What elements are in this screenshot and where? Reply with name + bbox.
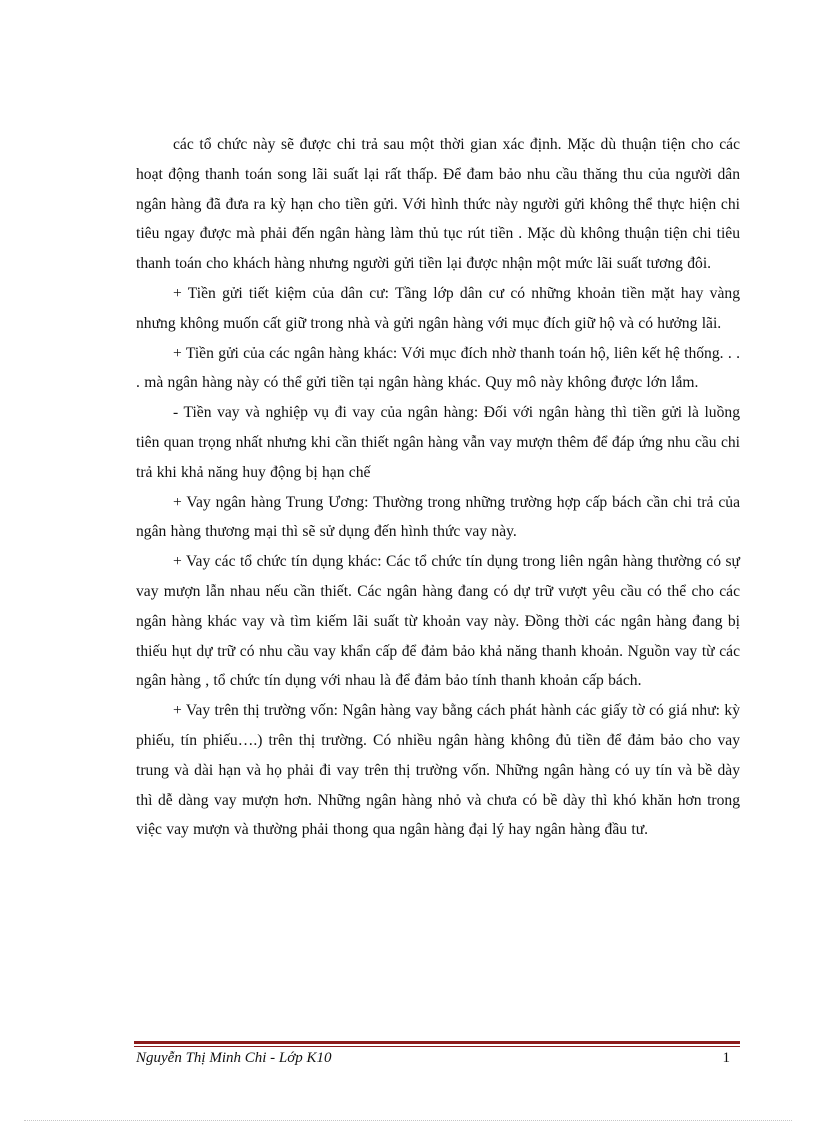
- footer-divider: [134, 1041, 740, 1044]
- paragraph-savings-deposits: + Tiền gửi tiết kiệm của dân cư: Tầng lớp dân cư có những khoản tiền mặt hay vàng nhưng không muốn cất giữ trong nhà và gửi ngân hàng với mục đích giữ hộ và có hưởng lãi.: [136, 284, 740, 332]
- paragraph-credit-institution-loans: + Vay các tổ chức tín dụng khác: Các tổ chức tín dụng trong liên ngân hàng thường có sự vay mượn lẫn nhau nếu cần thiết. Các ngân hàng đang có dự trữ vượt yêu cầu có thể cho các ngân hàng khác vay và tìm kiếm lãi suất từ khoản vay này. Đồng thời các ngân hàng đang bị thiếu hụt dự trữ có nhu cầu vay khẩn cấp để đảm bảo khả năng thanh khoản. Nguồn vay từ các ngân hàng , tổ chức tín dụng với nhau là để đảm bảo tính thanh khoản cấp bách.: [136, 553, 740, 690]
- paragraph-continuation: các tổ chức này sẽ được chi trả sau một thời gian xác định. Mặc dù thuận tiện cho các hoạt động thanh toán song lãi suất lại rất thấp. Để đam bảo nhu cầu thăng thu của người dân ngân hàng đã đưa ra kỳ hạn cho tiền gửi. Với hình thức này người gửi không thể thực hiện chi tiêu ngay được mà phải đến ngân hàng làm thủ tục rút tiền . Mặc dù không thuận tiện chi tiêu thanh toán cho khách hàng nhưng người gửi tiền lại được nhận một mức lãi suất tương đôi.: [136, 136, 740, 273]
- footer-divider-thin: [134, 1046, 740, 1047]
- page-number: 1: [722, 1050, 730, 1066]
- paragraph-capital-market-loans: + Vay trên thị trường vốn: Ngân hàng vay bằng cách phát hành các giấy tờ có giá như: kỳ phiếu, tín phiếu….) trên thị trường. Có nhiều ngân hàng không đủ tiền để đảm bảo cho vay trung và dài hạn và họ phải đi vay trên thị trường vốn. Những ngân hàng có uy tín và bề dày thì dễ dàng vay mượn hơn. Những ngân hàng nhỏ và chưa có bề dày thì khó khăn hơn trong việc vay mượn và thường phải thong qua ngân hàng đại lý hay ngân hàng đầu tư.: [136, 702, 740, 839]
- body-text: [136, 130, 740, 845]
- paragraph-central-bank-loans: + Vay ngân hàng Trung Ương: Thường trong những trường hợp cấp bách cần chi trả của ngân hàng thương mại thì sẽ sử dụng đến hình thức vay này.: [136, 493, 740, 541]
- paragraph-interbank-deposits: + Tiền gửi của các ngân hàng khác: Với mục đích nhờ thanh toán hộ, liên kết hệ thống. . . . mà ngân hàng này có thể gửi tiền tại ngân hàng khác. Quy mô này không được lớn lắm.: [136, 344, 740, 392]
- paragraph-borrowing: - Tiền vay và nghiệp vụ đi vay của ngân hàng: Đối với ngân hàng thì tiền gửi là luồng tiên quan trọng nhất nhưng khi cần thiết ngân hàng vẫn vay mượn thêm để đáp ứng nhu cầu chi trả khi khả năng huy động bị hạn chế: [136, 404, 740, 481]
- footer-author: Nguyễn Thị Minh Chi - Lớp K10: [136, 1050, 332, 1066]
- page-bottom-border: [24, 1120, 792, 1121]
